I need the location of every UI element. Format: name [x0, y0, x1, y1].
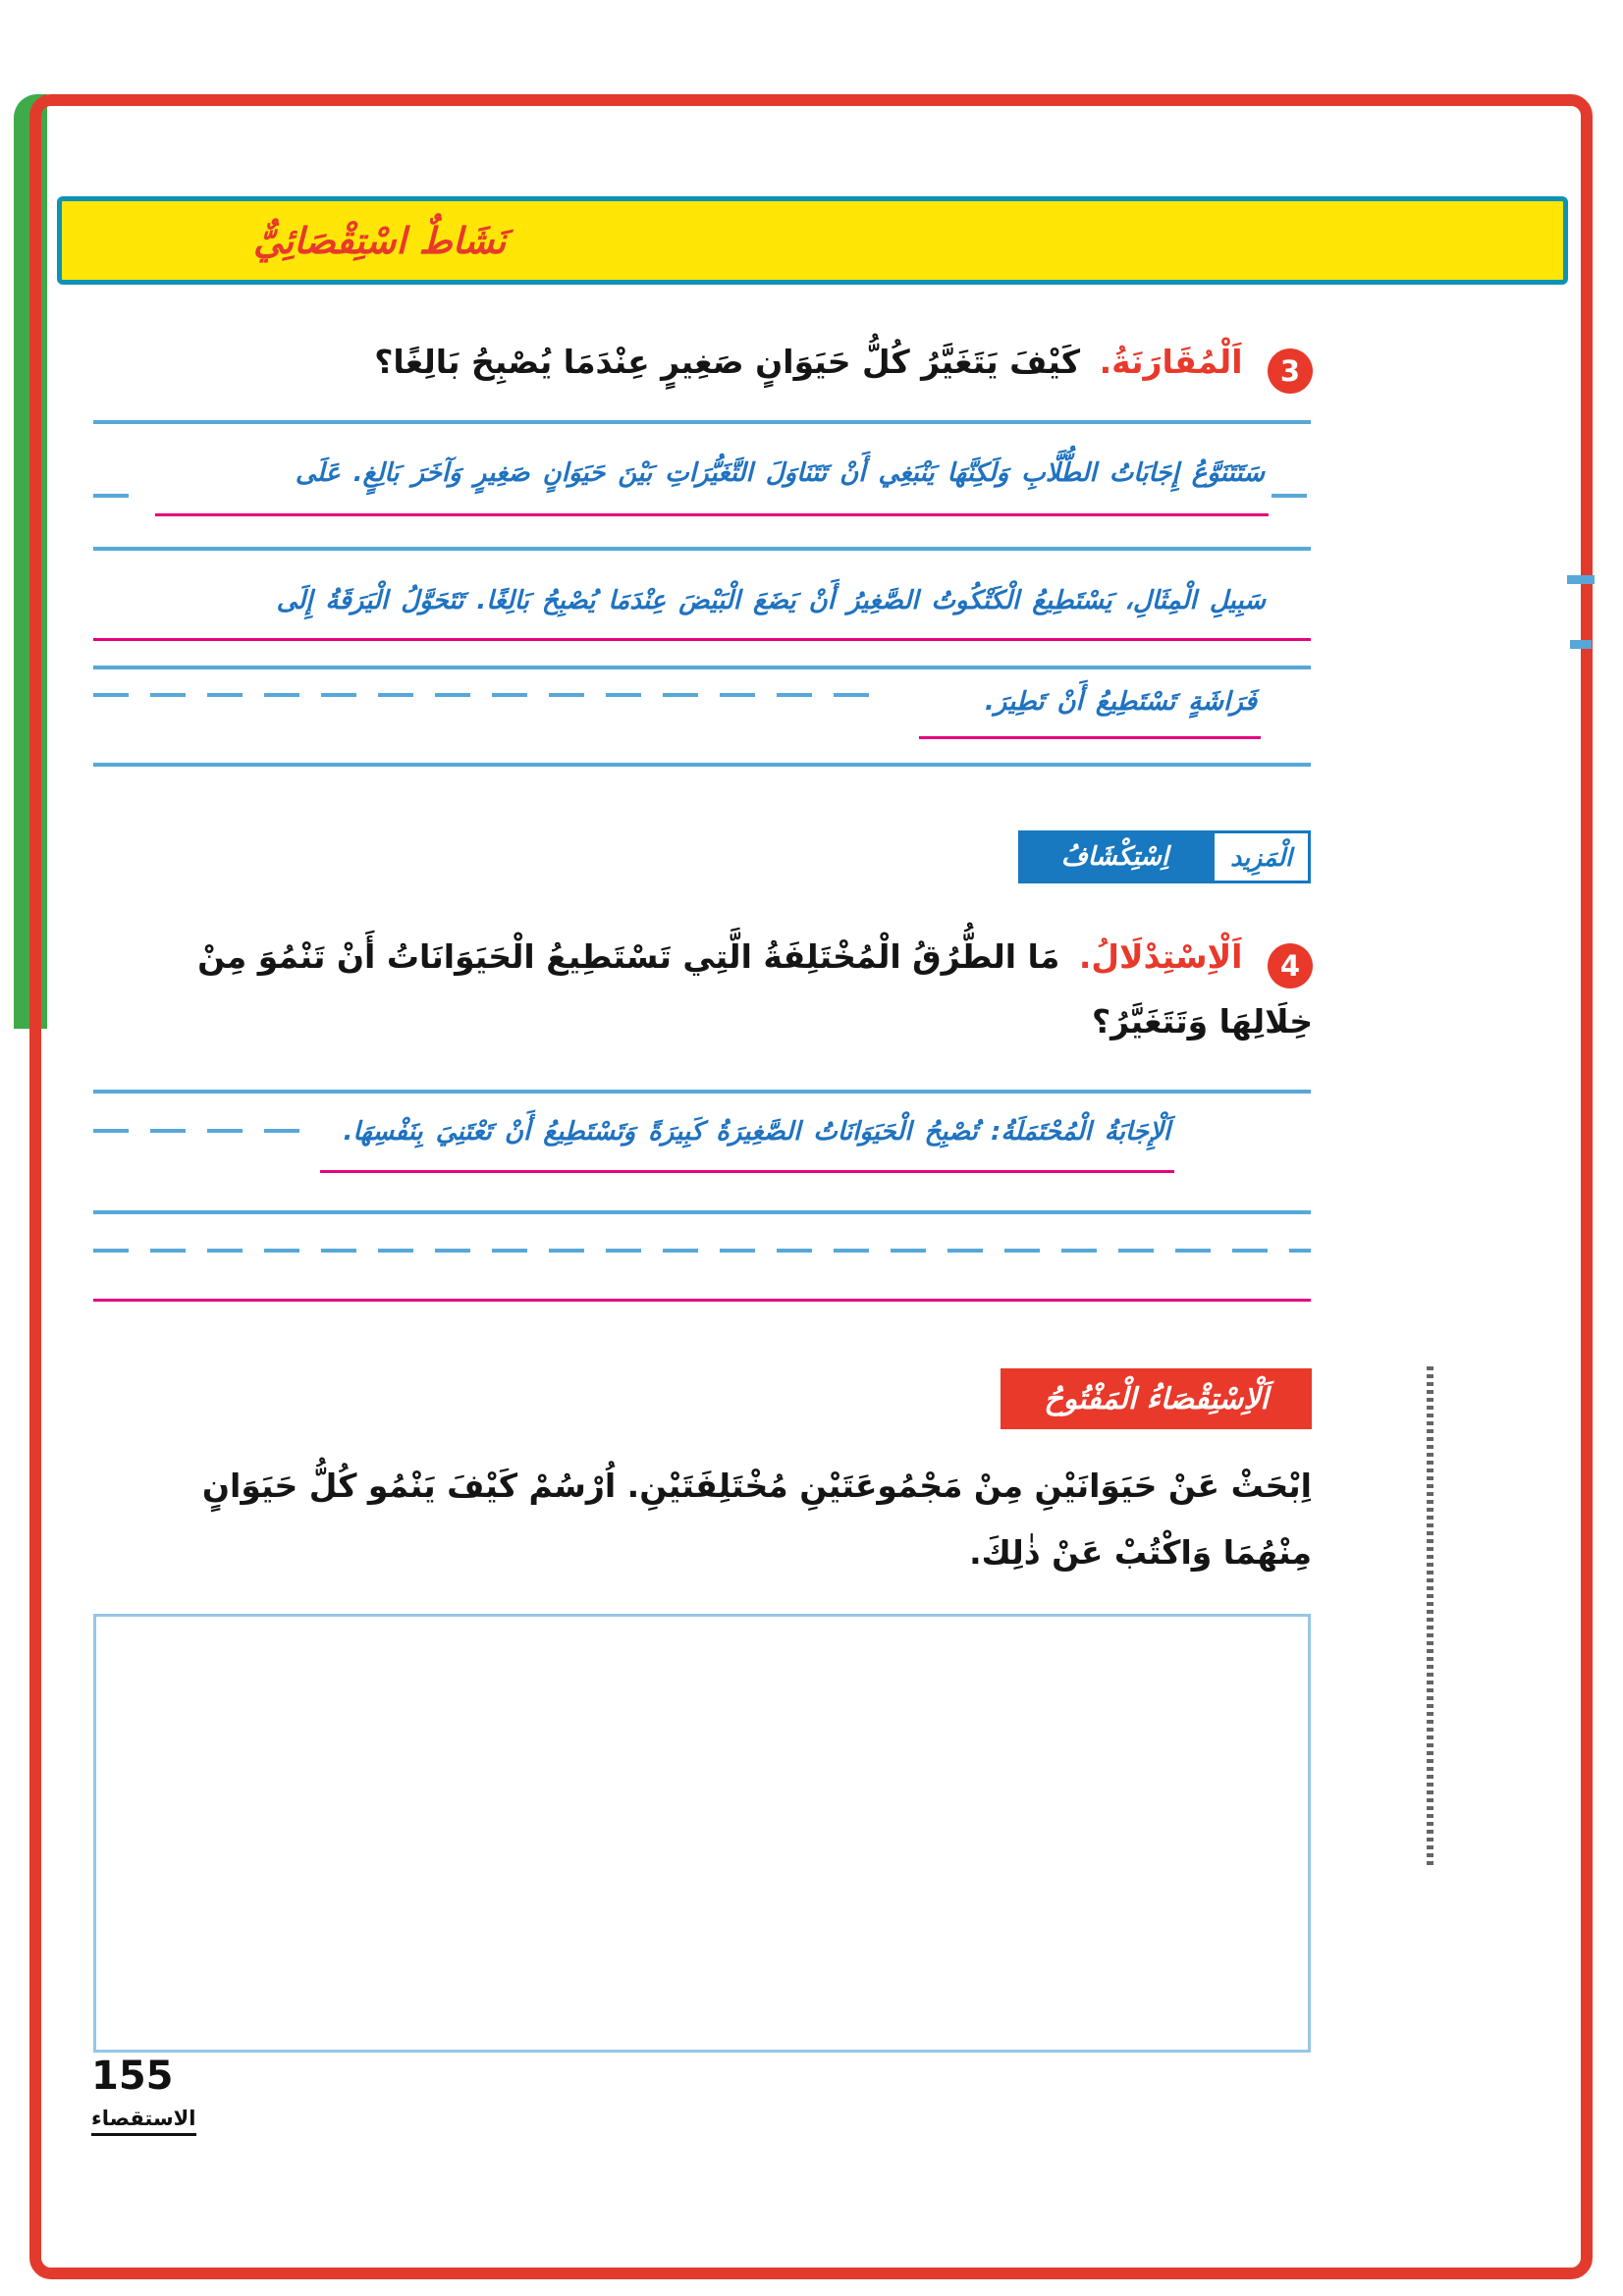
dashed-line [93, 494, 150, 498]
question-4-answer-line-1: اَلْإِجَابَةُ الْمُحْتَمَلَةُ: تُصْبِحُ الْحَيَوَانَاتُ الصَّغِيرَةُ كَبِيرَةً وَتَسْتَطِيعُ أَنْ تَعْتَنِيَ بِنَفْسِهَا. [343, 1117, 1170, 1147]
question-3-answer-line-1: سَتَتَنَوَّعُ إِجَابَاتُ الطُّلَّابِ وَلَكِنَّهَا يَنْبَغِي أَنْ تَتَنَاوَلَ التَّغَيُّرَاتِ بَيْنَ حَيَوَانٍ صَغِيرٍ وَآخَرَ بَالِغٍ. عَلَى [295, 458, 1265, 488]
question-3-number-badge: 3 [1268, 348, 1313, 394]
question-4-text: مَا الطُّرُقُ الْمُخْتَلِفَةُ الَّتِي تَسْتَطِيعُ الْحَيَوَانَاتُ أَنْ تَنْمُوَ مِنْ خِلَالِهَا وَتَتَغَيَّرُ؟ [197, 937, 1313, 1041]
question-3-category-label: اَلْمُقَارَنَةُ. [1099, 343, 1243, 381]
question-3-answer-line-3: فَرَاشَةٍ تَسْتَطِيعُ أَنْ تَطِيرَ. [984, 687, 1257, 717]
question-4-number-badge: 4 [1268, 943, 1313, 988]
vertical-copyright-text [1427, 1366, 1434, 1869]
ruled-line [93, 1090, 1311, 1094]
answer-underline [93, 1299, 1311, 1302]
question-3 [93, 330, 1313, 408]
answer-underline [93, 638, 1311, 641]
ruled-line [93, 763, 1311, 767]
ruled-line [93, 420, 1311, 424]
activity-banner-title: نَشَاطٌ اسْتِقْصَائِيٌّ [253, 219, 507, 262]
explore-more-word-2: الْمَزِيد [1230, 842, 1292, 872]
question-4-category-label: اَلْاِسْتِدْلَالُ. [1078, 937, 1243, 976]
print-artifact-mark [1567, 575, 1595, 584]
explore-more-tag-primary [1018, 830, 1212, 883]
page-number: 155 [91, 2054, 174, 2099]
answer-underline [919, 736, 1261, 739]
ruled-line [93, 666, 1311, 669]
dashed-line [1271, 494, 1313, 498]
dashed-line [93, 1249, 1311, 1253]
ruled-line [93, 1210, 1311, 1214]
dashed-line [93, 1129, 307, 1133]
activity-banner [57, 196, 1568, 285]
explore-more-word-1: اِسْتِكْشَافُ [1060, 842, 1169, 872]
open-inquiry-title: اَلْاِسْتِقْصَاءُ الْمَفْتُوحُ [1044, 1381, 1269, 1416]
question-4 [93, 925, 1313, 1062]
question-3-answer-line-2: سَبِيلِ الْمِثَالِ، يَسْتَطِيعُ الْكَتْكُوتُ الصَّغِيرُ أَنْ يَضَعَ الْبَيْضَ عِنْدَمَا يُصْبِحُ بَالِغًا. تَتَحَوَّلُ الْيَرَقَةُ إِلَى [276, 586, 1266, 615]
explore-more-tag-secondary [1212, 830, 1311, 883]
open-inquiry-banner [1001, 1368, 1312, 1429]
dashed-line [93, 693, 889, 697]
answer-underline [155, 513, 1269, 516]
answer-underline [320, 1170, 1174, 1173]
footer-section-label: الاستقصاء [91, 2107, 196, 2136]
drawing-answer-box[interactable] [93, 1614, 1311, 2053]
question-3-text: كَيْفَ يَتَغَيَّرُ كُلُّ حَيَوَانٍ صَغِيرٍ عِنْدَمَا يُصْبِحُ بَالِغًا؟ [374, 343, 1081, 381]
ruled-line [93, 547, 1311, 551]
open-inquiry-instructions: اِبْحَثْ عَنْ حَيَوَانَيْنِ مِنْ مَجْمُوعَتَيْنِ مُخْتَلِفَتَيْنِ. اُرْسُمْ كَيْفَ يَنْمُو كُلُّ حَيَوَانٍ مِنْهُمَا وَاكْتُبْ عَنْ ذٰلِكَ. [201, 1467, 1312, 1572]
print-artifact-mark [1570, 640, 1592, 649]
